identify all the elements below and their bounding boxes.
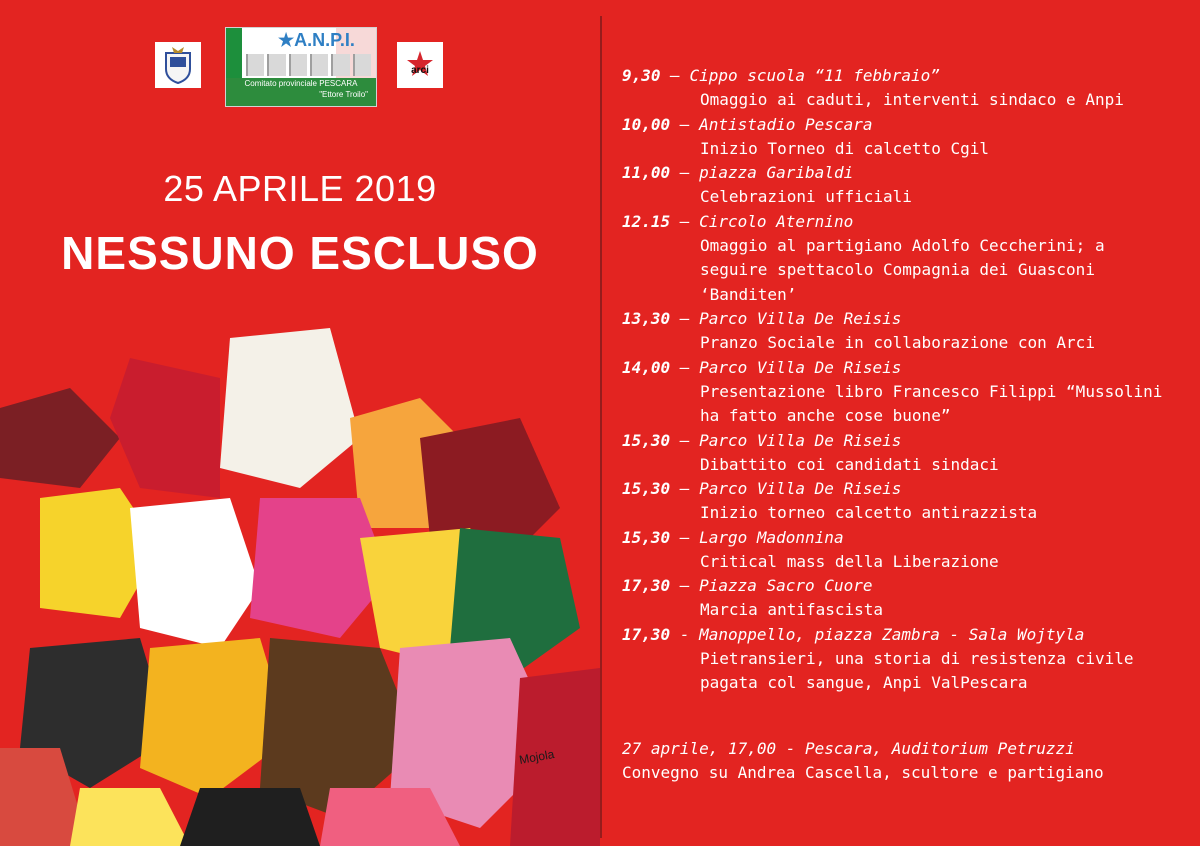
schedule-place: Circolo Aternino <box>699 211 854 231</box>
artist-signature: Mojola <box>518 747 556 767</box>
schedule-place: Cippo scuola “11 febbraio” <box>689 66 940 85</box>
schedule-place: Parco Villa De Reisis <box>699 309 902 328</box>
schedule-item <box>622 210 1182 308</box>
arci-logo-text: arci <box>411 65 429 76</box>
schedule-description: Pranzo Sociale in collaborazione con Arci <box>700 333 1095 352</box>
arci-star-icon <box>403 48 437 82</box>
schedule-head: 15,30 – Parco Villa De Riseis <box>622 479 902 498</box>
closing-note <box>622 737 1182 785</box>
schedule-place: Parco Villa De Riseis <box>699 430 902 450</box>
schedule-place: Manoppello, piazza Zambra - Sala Wojtyla <box>699 624 1085 644</box>
schedule-place: piazza Garibaldi <box>699 163 854 182</box>
anpi-logo-title: ★A.N.P.I. <box>278 30 355 50</box>
closing-event-line: 27 aprile, 17,00 - Pescara, Auditorium Petruzzi <box>622 739 1075 758</box>
schedule-time: 13,30 <box>622 309 671 328</box>
schedule-place: Piazza Sacro Cuore <box>699 576 873 595</box>
schedule-time: 14,00 <box>622 357 671 377</box>
event-date: 25 APRILE 2019 <box>163 168 437 209</box>
schedule-place: Largo Madonnina <box>699 527 844 547</box>
schedule-time: 10,00 <box>622 114 671 134</box>
schedule-head: 15,30 – Largo Madonnina <box>622 527 844 547</box>
schedule-description: Omaggio ai caduti, interventi sindaco e Anpi <box>700 90 1124 109</box>
schedule-head: 10,00 – Antistadio Pescara <box>622 114 873 134</box>
city-crest-logo <box>155 42 201 88</box>
vertical-divider <box>600 16 602 838</box>
schedule-time: 15,30 <box>622 527 671 547</box>
schedule-time: 12.15 <box>622 211 671 231</box>
schedule-time: 15,30 <box>622 430 671 450</box>
crest-icon <box>162 45 194 85</box>
anpi-subtitle: Comitato provinciale PESCARA <box>244 79 358 88</box>
schedule-place: Antistadio Pescara <box>699 114 873 134</box>
schedule-head: 11,00 – piazza Garibaldi <box>622 163 854 182</box>
schedule-time: 17,30 <box>622 624 671 644</box>
schedule-head: 17,30 – Piazza Sacro Cuore <box>622 576 873 595</box>
schedule-item <box>622 307 1182 356</box>
schedule-description: Inizio torneo calcetto antirazzista <box>700 503 1038 522</box>
artwork-illustration <box>0 318 600 846</box>
schedule-description: Celebrazioni ufficiali <box>700 187 912 206</box>
schedule-item <box>622 477 1182 526</box>
schedule-head: 14,00 – Parco Villa De Riseis <box>622 357 902 377</box>
schedule-head: 9,30 – Cippo scuola “11 febbraio” <box>622 66 940 85</box>
schedule-description: Presentazione libro Francesco Filippi “Mussolini ha fatto anche cose buone” <box>700 381 1163 425</box>
schedule-head: 15,30 – Parco Villa De Riseis <box>622 430 902 450</box>
schedule-description: Dibattito coi candidati sindaci <box>700 454 999 474</box>
schedule-time: 15,30 <box>622 479 671 498</box>
schedule-description: Inizio Torneo di calcetto Cgil <box>700 138 989 158</box>
schedule-item <box>622 429 1182 478</box>
schedule-description: Critical mass della Liberazione <box>700 551 999 571</box>
schedule-description: Pietransieri, una storia di resistenza civile pagata col sangue, Anpi ValPescara <box>700 648 1134 692</box>
schedule-item <box>622 526 1182 575</box>
arci-logo <box>397 42 443 88</box>
anpi-logo-footer <box>226 78 376 106</box>
schedule-description: Omaggio al partigiano Adolfo Ceccherini; a seguire spettacolo Compagnia dei Guasconi ‘Banditen’ <box>700 235 1105 304</box>
schedule-item <box>622 161 1182 210</box>
schedule-item <box>622 574 1182 623</box>
schedule-description: Marcia antifascista <box>700 600 884 619</box>
anpi-logo <box>225 27 377 107</box>
event-headline: NESSUNO ESCLUSO <box>61 227 539 279</box>
schedule-item <box>622 356 1182 429</box>
anpi-stripes <box>246 54 371 76</box>
schedule-head: 12.15 – Circolo Aternino <box>622 211 854 231</box>
schedule-place: Parco Villa De Riseis <box>699 357 902 377</box>
schedule-time: 17,30 <box>622 576 671 595</box>
schedule-item <box>622 623 1182 696</box>
schedule-list <box>622 64 1182 696</box>
schedule-place: Parco Villa De Riseis <box>699 479 902 498</box>
closing-description: Convegno su Andrea Cascella, scultore e partigiano <box>622 763 1104 782</box>
schedule-head: 17,30 - Manoppello, piazza Zambra - Sala Wojtyla <box>622 624 1085 644</box>
schedule-time: 11,00 <box>622 163 671 182</box>
logo-strip <box>155 27 455 107</box>
schedule-item <box>622 64 1182 113</box>
schedule-time: 9,30 <box>622 66 661 85</box>
anpi-name: "Ettore Troilo" <box>319 90 368 99</box>
schedule-item <box>622 113 1182 162</box>
schedule-head: 13,30 – Parco Villa De Reisis <box>622 309 902 328</box>
